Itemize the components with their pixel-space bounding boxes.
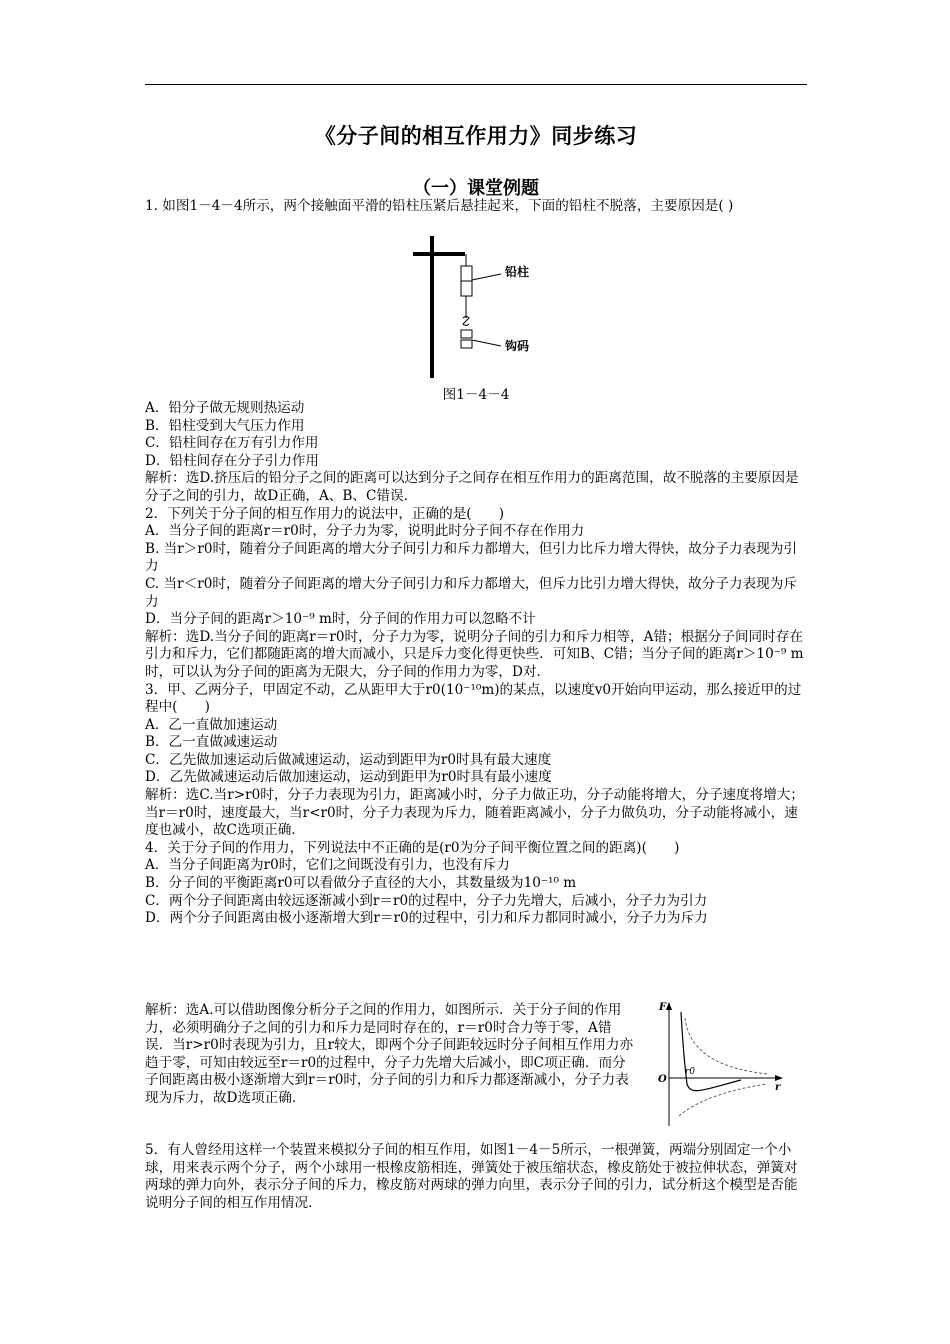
x-axis-arrow-icon xyxy=(775,1075,783,1081)
q4-analysis-block xyxy=(145,1002,635,1108)
question-1-stem xyxy=(145,198,807,216)
r0-label: r0 xyxy=(685,1067,696,1077)
q4-option-a: A．当分子间距离为r0时，它们之间既没有引力，也没有斥力 xyxy=(145,857,510,874)
q2-analysis: 解析：选D.当分子间的距离r＝r0时，分子力为零，说明分子间的引力和斥力相等，A错；根据分子间同时存在引力和斥力，它们都随距离的增大而减小，只是斥力变化得更快些．可知B、C错；当分子间的距离r＞10⁻⁹ m时，可以认为分子间的距离为无限大，分子间的作用力为零，D对． xyxy=(145,628,804,680)
q1-option-a: A．铅分子做无规则热运动 xyxy=(145,400,305,416)
q3-option-b: B．乙一直做减速运动 xyxy=(145,734,278,751)
question-5 xyxy=(145,1142,807,1212)
attraction-curve xyxy=(679,1084,767,1116)
x-axis-label: r xyxy=(775,1082,781,1093)
net-force-curve xyxy=(681,1012,741,1091)
q2-option-c: C. 当r＜r0时，随着分子间距离的增大分子间引力和斥力都增大，但斥力比引力增大得快，故分子力表现为斥力 xyxy=(145,575,797,610)
y-axis-arrow-icon xyxy=(666,1002,672,1010)
label-lead-cylinder: 铅柱 xyxy=(505,265,530,279)
q4-option-d: D．两个分子间距离由极小逐渐增大到r＝r0的过程中，引力和斥力都同时减小，分子力为斥力 xyxy=(145,910,708,927)
header-rule xyxy=(145,84,807,85)
q3-option-c: C．乙先做加速运动后做减速运动，运动到距甲为r0时具有最大速度 xyxy=(145,751,552,768)
figure-caption-1: 图1－4－4 xyxy=(442,387,510,403)
q4-option-c: C．两个分子间距离由较远逐渐减小到r＝r0的过程中，分子力先增大，后减小，分子力为引力 xyxy=(145,892,708,909)
q2-option-b: B. 当r＞r0时，随着分子间距离的增大分子间引力和斥力都增大，但引力比斥力增大得快，故分子力表现为引力 xyxy=(145,540,797,575)
weight-bottom xyxy=(461,340,472,348)
section-heading: （一）课堂例题 xyxy=(413,178,539,199)
page-title: 《分子间的相互作用力》同步练习 xyxy=(314,123,638,148)
q3-stem: 3．甲、乙两分子，甲固定不动，乙从距甲大于r0(10⁻¹⁰m)的某点，以速度v0开始向甲运动，那么接近甲的过程中( ) xyxy=(145,681,802,716)
q1-option-b: B．铅柱受到大气压力作用 xyxy=(145,417,305,434)
q2-option-a: A．当分子间的距离r＝r0时，分子力为零，说明此时分子间不存在作用力 xyxy=(145,523,585,540)
q2-stem: 2．下列关于分子间的相互作用力的说法中，正确的是( ) xyxy=(145,505,505,522)
repulsion-curve xyxy=(685,1018,767,1074)
q2-option-d: D．当分子间的距离r＞10⁻⁹ m时，分子间的作用力可以忽略不计 xyxy=(145,611,536,628)
lead-cylinder-figure xyxy=(405,232,565,382)
q4-analysis: 解析：选A.可以借助图像分析分子之间的作用力，如图所示．关于分子间的作用力，必须明确分子之间的引力和斥力是同时存在的，r＝r0时合力等于零，A错误．当r>r0时表现为引力，且r较大，即两个分子间距较远时分子间相互作用力亦趋于零，可知由较远至r＝r0的过程中，分子力先增大后减小，即C项正确．而分子间距离由极小逐渐增大到r＝r0时，分子间的引力和斥力都逐渐减小，分子力表现为斥力，故D选项正确． xyxy=(145,1002,634,1106)
label-weight: 钩码 xyxy=(505,339,530,353)
q1-option-d: D．铅柱间存在分子引力作用 xyxy=(145,452,320,469)
q5-stem: 5．有人曾经用这样一个装置来模拟分子间的相互作用，如图1－4－5所示，一根弹簧，两端分别固定一个小球，用来表示两个分子，两个小球用一根橡皮筋相连，弹簧处于被压缩状态，橡皮筋处于被拉伸状态，弹簧对两球的弹力向外，表示分子间的斥力，橡皮筋对两球的弹力向里，表示分子间的引力，试分析这个模型是否能说明分子间的相互作用情况． xyxy=(145,1142,798,1211)
weight-top xyxy=(461,330,472,338)
q1-option-c: C．铅柱间存在万有引力作用 xyxy=(145,435,319,452)
origin-label: O xyxy=(658,1074,667,1085)
q3-option-a: A．乙一直做加速运动 xyxy=(145,716,278,733)
q4-stem: 4．关于分子间的作用力，下列说法中不正确的是(r0为分子间平衡位置之间的距离)( ) xyxy=(145,839,680,856)
q1-stem-text: 1. 如图1－4－4所示，两个接触面平滑的铅柱压紧后悬挂起来，下面的铅柱不脱落，主要原因是( ) xyxy=(145,198,734,214)
q3-analysis: 解析：选C.当r>r0时，分子力表现为引力，距离减小时，分子力做正功，分子动能将增大，分子速度将增大；当r＝r0时，速度最大，当r<r0时，分子力表现为斥力，随着距离减小，分子力做负功，分子动能将减小，速度也减小，故C选项正确． xyxy=(145,787,804,839)
question-1-body xyxy=(145,400,807,928)
q1-analysis: 解析：选D.挤压后的铅分子之间的距离可以达到分子之间存在相互作用力的距离范围，故不脱落的主要原因是分子之间的引力，故D正确，A、B、C错误． xyxy=(145,470,799,504)
leader-line-bottom xyxy=(472,340,501,346)
molecular-force-graph xyxy=(655,998,785,1130)
y-axis-label: F xyxy=(659,1002,667,1013)
q4-option-b: B．分子间的平衡距离r0可以看做分子直径的大小，其数量级为10⁻¹⁰ m xyxy=(145,875,577,892)
leader-line-top xyxy=(472,274,501,280)
q3-option-d: D．乙先做减速运动后做加速运动，运动到距甲为r0时具有最小速度 xyxy=(145,769,552,786)
